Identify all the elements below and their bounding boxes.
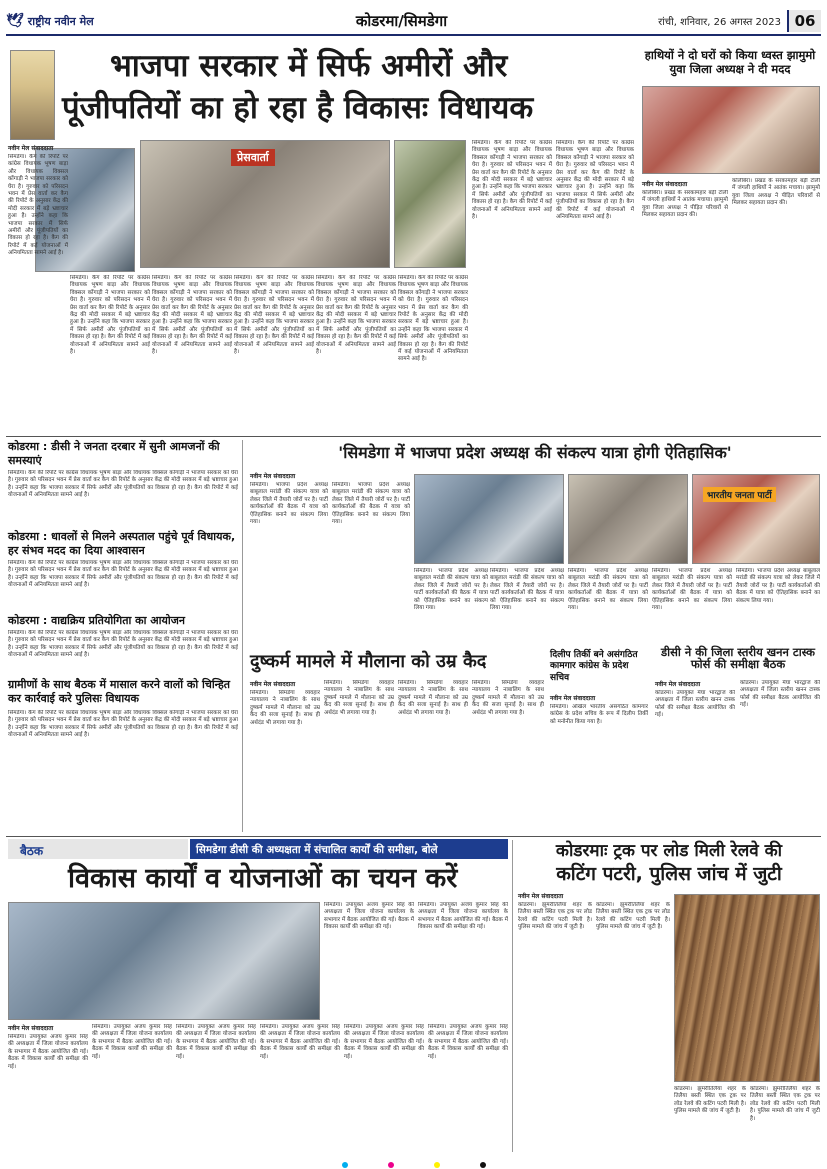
maulana-body-col4: सिमडेगा। सिमडेगा व्यवहार न्यायालय ने नाबालिग के साथ दुष्कर्म मामले में मौलाना को उम्र कैद की सजा सुनाई है। साथ ही अर्थदंड भी लगाया गया है।	[472, 680, 544, 716]
lead-decor-photo	[10, 50, 55, 140]
lead-body-col1: सिमडेगा। कैग की रिपोर्ट पर कांग्रेस विधायक भूषण बाड़ा और विधायक विक्सल कोंगाड़ी ने भाजपा सरकार को घेरा है। गुरुवार को परिसदन भवन में प्रेस वार्ता कर कैग की रिपोर्ट के अनुसार केंद्र की मोदी सरकार में बड़े भ्रष्टाचार हुआ है। उन्होंने कहा कि भाजपा सरकार में सिर्फ अमीरों और पूंजीपतियों का विकास हो रहा है। कैग की रिपोर्ट में कई योजनाओं में अनियमितता सामने आई है।	[8, 154, 68, 257]
lead-body-col3: सिमडेगा। कैग की रिपोर्ट पर कांग्रेस विधायक भूषण बाड़ा और विधायक विक्सल कोंगाड़ी ने भाजपा सरकार को घेरा है। गुरुवार को परिसदन भवन में प्रेस वार्ता कर कैग की रिपोर्ट के अनुसार केंद्र की मोदी सरकार में बड़े भ्रष्टाचार हुआ है। उन्होंने कहा कि भाजपा सरकार में सिर्फ अमीरों और पूंजीपतियों का विकास हो रहा है। कैग की रिपोर्ट में कई योजनाओं में अनियमितता सामने आई है।	[152, 275, 232, 356]
baithak-body-col3: सिमडेगा। उपायुक्त अजय कुमार सिंह की अध्यक्षता में जिला योजना कार्यालय के सभागार में बैठक आयोजित की गई। बैठक में विकास कार्यों की समीक्षा की गई।	[176, 1024, 256, 1060]
truck-body-col2: कोडरमा। झुमरीतिलैया शहर के तिलैया बस्ती स्थित एक ट्रक पर लोड रेलवे की कटिंग पटरी मिली है। पुलिस मामले की जांच में जुटी है।	[596, 902, 670, 931]
sankalp-photo-crowd	[568, 474, 688, 564]
brief-headline-2: कोडरमा : धावलों से मिलने अस्पताल पहुंचे पूर्व विधायक, हर संभव मदद का दिया आश्वासन	[8, 530, 236, 557]
sankalp-body-col1: सिमडेगा। भाजपा प्रदेश अध्यक्ष बाबूलाल मरांडी की संकल्प यात्रा को लेकर जिले में तैयारी जोरों पर है। पार्टी कार्यकर्ताओं की बैठक में यात्रा को ऐतिहासिक बनाने का संकल्प लिया गया।	[250, 482, 328, 526]
side-story-headline: हाथियों ने दो घरों को किया ध्वस्त झामुमो युवा जिला अध्यक्ष ने दी मदद	[644, 48, 816, 77]
sankalp-body-col7: सिमडेगा। भाजपा प्रदेश अध्यक्ष बाबूलाल मरांडी की संकल्प यात्रा को लेकर जिले में तैयारी जोरों पर है। पार्टी कार्यकर्ताओं की बैठक में यात्रा को ऐतिहासिक बनाने का संकल्प लिया गया।	[736, 568, 820, 604]
yellow-mark-icon	[434, 1162, 440, 1168]
divider	[6, 436, 821, 437]
paper-logo	[6, 13, 206, 29]
sankalp-photo-meeting	[414, 474, 564, 564]
masthead	[6, 8, 821, 36]
truck-headline-line2: कटिंग पटरी, पुलिस जांच में जुटी	[556, 863, 782, 885]
lead-body-col2: सिमडेगा। कैग की रिपोर्ट पर कांग्रेस विधायक भूषण बाड़ा और विधायक विक्सल कोंगाड़ी ने भाजपा सरकार को घेरा है। गुरुवार को परिसदन भवन में प्रेस वार्ता कर कैग की रिपोर्ट के अनुसार केंद्र की मोदी सरकार में बड़े भ्रष्टाचार हुआ है। उन्होंने कहा कि भाजपा सरकार में सिर्फ अमीरों और पूंजीपतियों का विकास हो रहा है। कैग की रिपोर्ट में कई योजनाओं में अनियमितता सामने आई है।	[70, 275, 150, 356]
dilip-headline: दिलीप तिर्की बने असंगठित कामगार कांग्रेस के प्रदेश सचिव	[550, 650, 638, 683]
baithak-body-col6: सिमडेगा। उपायुक्त अजय कुमार सिंह की अध्यक्षता में जिला योजना कार्यालय के सभागार में बैठक आयोजित की गई। बैठक में विकास कार्यों की समीक्षा की गई।	[428, 1024, 508, 1060]
task-force-byline: नवीन मेल संवाददाता	[655, 681, 701, 688]
sankalp-headline: 'सिमडेगा में भाजपा प्रदेश अध्यक्ष की संकल्प यात्रा होगी ऐतिहासिक'	[338, 443, 732, 462]
truck-body-col3: कोडरमा। झुमरीतिलैया शहर के तिलैया बस्ती स्थित एक ट्रक पर लोड रेलवे की कटिंग पटरी मिली है। पुलिस मामले की जांच में जुटी है।	[674, 1086, 746, 1115]
magenta-mark-icon	[388, 1162, 394, 1168]
divider	[6, 836, 821, 837]
brief-body-4: सिमडेगा। कैग की रिपोर्ट पर कांग्रेस विधायक भूषण बाड़ा और विधायक विक्सल कोंगाड़ी ने भाजपा सरकार को घेरा है। गुरुवार को परिसदन भवन में प्रेस वार्ता कर कैग की रिपोर्ट के अनुसार केंद्र की मोदी सरकार में बड़े भ्रष्टाचार हुआ है। उन्होंने कहा कि भाजपा सरकार में सिर्फ अमीरों और पूंजीपतियों का विकास हो रहा है। कैग की रिपोर्ट में कई योजनाओं में अनियमितता सामने आई है।	[8, 710, 238, 739]
sankalp-body-col3: सिमडेगा। भाजपा प्रदेश अध्यक्ष बाबूलाल मरांडी की संकल्प यात्रा को लेकर जिले में तैयारी जोरों पर है। पार्टी कार्यकर्ताओं की बैठक में यात्रा को ऐतिहासिक बनाने का संकल्प लिया गया।	[414, 568, 488, 612]
side-story-byline: नवीन मेल संवाददाता	[642, 181, 688, 188]
lead-photo-right	[394, 140, 466, 268]
baithak-body-col1: सिमडेगा। उपायुक्त अजय कुमार सिंह की अध्यक्षता में जिला योजना कार्यालय के सभागार में बैठक आयोजित की गई। बैठक में विकास कार्यों की समीक्षा की गई।	[8, 1034, 88, 1070]
baithak-banner: सिमडेगा डीसी की अध्यक्षता में संचालित कार्यों की समीक्षा, बोले	[190, 839, 508, 859]
sankalp-body-col6: सिमडेगा। भाजपा प्रदेश अध्यक्ष बाबूलाल मरांडी की संकल्प यात्रा को लेकर जिले में तैयारी जोरों पर है। पार्टी कार्यकर्ताओं की बैठक में यात्रा को ऐतिहासिक बनाने का संकल्प लिया गया।	[652, 568, 732, 612]
lead-headline-line1: भाजपा सरकार में सिर्फ अमीरों और	[110, 48, 508, 84]
brief-body-3: सिमडेगा। कैग की रिपोर्ट पर कांग्रेस विधायक भूषण बाड़ा और विधायक विक्सल कोंगाड़ी ने भाजपा सरकार को घेरा है। गुरुवार को परिसदन भवन में प्रेस वार्ता कर कैग की रिपोर्ट के अनुसार केंद्र की मोदी सरकार में बड़े भ्रष्टाचार हुआ है। उन्होंने कहा कि भाजपा सरकार में सिर्फ अमीरों और पूंजीपतियों का विकास हो रहा है। कैग की रिपोर्ट में कई योजनाओं में अनियमितता सामने आई है।	[8, 630, 238, 659]
baithak-body-col2: सिमडेगा। उपायुक्त अजय कुमार सिंह की अध्यक्षता में जिला योजना कार्यालय के सभागार में बैठक आयोजित की गई। बैठक में विकास कार्यों की समीक्षा की गई।	[92, 1024, 172, 1060]
baithak-body-col4: सिमडेगा। उपायुक्त अजय कुमार सिंह की अध्यक्षता में जिला योजना कार्यालय के सभागार में बैठक आयोजित की गई। बैठक में विकास कार्यों की समीक्षा की गई।	[260, 1024, 340, 1060]
brief-headline-4: ग्रामीणों के साथ बैठक में मासाल करने वालों को चिन्हित कर कार्रवाई करे पुलिसः विधायक	[8, 678, 231, 705]
black-mark-icon	[480, 1162, 486, 1168]
lead-headline-line2: पूंजीपतियों का हो रहा है विकासः विधायक	[62, 90, 534, 126]
sankalp-byline: नवीन मेल संवाददाता	[250, 473, 296, 480]
task-force-body-col1: कोडरमा। उपायुक्त मेघा भारद्वाज की अध्यक्षता में जिला स्तरीय खनन टास्क फोर्स की समीक्षा बैठक आयोजित की गई।	[655, 690, 735, 719]
maulana-body-col1: सिमडेगा। सिमडेगा व्यवहार न्यायालय ने नाबालिग के साथ दुष्कर्म मामले में मौलाना को उम्र कैद की सजा सुनाई है। साथ ही अर्थदंड भी लगाया गया है।	[250, 690, 320, 726]
lead-photo-press	[140, 140, 390, 268]
registration-marks	[0, 1161, 827, 1169]
baithak-byline: नवीन मेल संवाददाता	[8, 1025, 54, 1032]
lead-body-col6: सिमडेगा। कैग की रिपोर्ट पर कांग्रेस विधायक भूषण बाड़ा और विधायक विक्सल कोंगाड़ी ने भाजपा सरकार को घेरा है। गुरुवार को परिसदन भवन में प्रेस वार्ता कर कैग की रिपोर्ट के अनुसार केंद्र की मोदी सरकार में बड़े भ्रष्टाचार हुआ है। उन्होंने कहा कि भाजपा सरकार में सिर्फ अमीरों और पूंजीपतियों का विकास हो रहा है। कैग की रिपोर्ट में कई योजनाओं में अनियमितता सामने आई है।	[398, 275, 468, 363]
dilip-body: सिमडेगा। अखिल भारतीय असंगठित कामगार कांग्रेस के प्रदेश सचिव के रूप में दिलीप तिर्की को मनोनीत किया गया है।	[550, 704, 648, 725]
baithak-body-col00: सिमडेगा। उपायुक्त अजय कुमार सिंह की अध्यक्षता में जिला योजना कार्यालय के सभागार में बैठक आयोजित की गई। बैठक में विकास कार्यों की समीक्षा की गई।	[418, 902, 508, 931]
brief-headline-1: कोडरमा : डीसी ने जनता दरबार में सुनी आमजनों की समस्याएं	[8, 440, 220, 467]
paper-name: राष्ट्रीय नवीन मेल	[27, 14, 94, 28]
sankalp-body-col2: सिमडेगा। भाजपा प्रदेश अध्यक्ष बाबूलाल मरांडी की संकल्प यात्रा को लेकर जिले में तैयारी जोरों पर है। पार्टी कार्यकर्ताओं की बैठक में यात्रा को ऐतिहासिक बनाने का संकल्प लिया गया।	[332, 482, 410, 526]
maulana-headline: दुष्कर्म मामले में मौलाना को उम्र कैद	[250, 651, 487, 672]
baithak-headline: विकास कार्यों व योजनाओं का चयन करें	[68, 863, 458, 894]
side-story-body-col1: कोलेबिरा। प्रखंड के सरकामहार बड़ी टोली में जंगली हाथियों ने आतंक मचाया। झामुमो युवा जिला अध्यक्ष ने पीड़ित परिवारों से मिलकर सहायता प्रदान की।	[642, 190, 728, 219]
maulana-body-col3: सिमडेगा। सिमडेगा व्यवहार न्यायालय ने नाबालिग के साथ दुष्कर्म मामले में मौलाना को उम्र कैद की सजा सुनाई है। साथ ही अर्थदंड भी लगाया गया है।	[398, 680, 468, 716]
lead-body-col8: सिमडेगा। कैग की रिपोर्ट पर कांग्रेस विधायक भूषण बाड़ा और विधायक विक्सल कोंगाड़ी ने भाजपा सरकार को घेरा है। गुरुवार को परिसदन भवन में प्रेस वार्ता कर कैग की रिपोर्ट के अनुसार केंद्र की मोदी सरकार में बड़े भ्रष्टाचार हुआ है। उन्होंने कहा कि भाजपा सरकार में सिर्फ अमीरों और पूंजीपतियों का विकास हो रहा है। कैग की रिपोर्ट में कई योजनाओं में अनियमितता सामने आई है।	[556, 140, 634, 221]
cyan-mark-icon	[342, 1162, 348, 1168]
side-story-photo	[642, 86, 820, 174]
press-banner: प्रेसवार्ता	[231, 149, 275, 166]
maulana-byline: नवीन मेल संवाददाता	[250, 681, 296, 688]
side-story-body-col2: कोलेबिरा। प्रखंड के सरकामहार बड़ी टोली में जंगली हाथियों ने आतंक मचाया। झामुमो युवा जिला अध्यक्ष ने पीड़ित परिवारों से मिलकर सहायता प्रदान की।	[732, 178, 820, 207]
brief-body-1: सिमडेगा। कैग की रिपोर्ट पर कांग्रेस विधायक भूषण बाड़ा और विधायक विक्सल कोंगाड़ी ने भाजपा सरकार को घेरा है। गुरुवार को परिसदन भवन में प्रेस वार्ता कर कैग की रिपोर्ट के अनुसार केंद्र की मोदी सरकार में बड़े भ्रष्टाचार हुआ है। उन्होंने कहा कि भाजपा सरकार में सिर्फ अमीरों और पूंजीपतियों का विकास हो रहा है। कैग की रिपोर्ट में कई योजनाओं में अनियमितता सामने आई है।	[8, 470, 238, 499]
task-force-body-col2: कोडरमा। उपायुक्त मेघा भारद्वाज की अध्यक्षता में जिला स्तरीय खनन टास्क फोर्स की समीक्षा बैठक आयोजित की गई।	[740, 680, 820, 709]
bjp-banner: भारतीय जनता पार्टी	[703, 487, 776, 502]
task-force-headline: डीसी ने की जिला स्तरीय खनन टास्क फोर्स की समीक्षा बैठक	[660, 645, 816, 672]
bird-logo-icon: 🕊	[6, 13, 24, 29]
truck-body-col4: कोडरमा। झुमरीतिलैया शहर के तिलैया बस्ती स्थित एक ट्रक पर लोड रेलवे की कटिंग पटरी मिली है। पुलिस मामले की जांच में जुटी है।	[750, 1086, 820, 1122]
maulana-body-col2: सिमडेगा। सिमडेगा व्यवहार न्यायालय ने नाबालिग के साथ दुष्कर्म मामले में मौलाना को उम्र कैद की सजा सुनाई है। साथ ही अर्थदंड भी लगाया गया है।	[324, 680, 394, 716]
sankalp-body-col4: सिमडेगा। भाजपा प्रदेश अध्यक्ष बाबूलाल मरांडी की संकल्प यात्रा को लेकर जिले में तैयारी जोरों पर है। पार्टी कार्यकर्ताओं की बैठक में यात्रा को ऐतिहासिक बनाने का संकल्प लिया गया।	[490, 568, 564, 612]
baithak-body-col5: सिमडेगा। उपायुक्त अजय कुमार सिंह की अध्यक्षता में जिला योजना कार्यालय के सभागार में बैठक आयोजित की गई। बैठक में विकास कार्यों की समीक्षा की गई।	[344, 1024, 424, 1060]
truck-byline: नवीन मेल संवाददाता	[518, 893, 564, 900]
truck-headline-line1: कोडरमाः ट्रक पर लोड मिली रेलवे की	[555, 841, 783, 861]
lead-body-col7: सिमडेगा। कैग की रिपोर्ट पर कांग्रेस विधायक भूषण बाड़ा और विधायक विक्सल कोंगाड़ी ने भाजपा सरकार को घेरा है। गुरुवार को परिसदन भवन में प्रेस वार्ता कर कैग की रिपोर्ट के अनुसार केंद्र की मोदी सरकार में बड़े भ्रष्टाचार हुआ है। उन्होंने कहा कि भाजपा सरकार में सिर्फ अमीरों और पूंजीपतियों का विकास हो रहा है। कैग की रिपोर्ट में कई योजनाओं में अनियमितता सामने आई है।	[472, 140, 552, 221]
dilip-byline: नवीन मेल संवाददाता	[550, 695, 596, 702]
baithak-photo	[8, 902, 320, 1020]
column-divider	[242, 440, 243, 832]
lead-body-col5: सिमडेगा। कैग की रिपोर्ट पर कांग्रेस विधायक भूषण बाड़ा और विधायक विक्सल कोंगाड़ी ने भाजपा सरकार को घेरा है। गुरुवार को परिसदन भवन में प्रेस वार्ता कर कैग की रिपोर्ट के अनुसार केंद्र की मोदी सरकार में बड़े भ्रष्टाचार हुआ है। उन्होंने कहा कि भाजपा सरकार में सिर्फ अमीरों और पूंजीपतियों का विकास हो रहा है। कैग की रिपोर्ट में कई योजनाओं में अनियमितता सामने आई है।	[316, 275, 396, 356]
sankalp-body-col5: सिमडेगा। भाजपा प्रदेश अध्यक्ष बाबूलाल मरांडी की संकल्प यात्रा को लेकर जिले में तैयारी जोरों पर है। पार्टी कार्यकर्ताओं की बैठक में यात्रा को ऐतिहासिक बनाने का संकल्प लिया गया।	[568, 568, 648, 612]
brief-headline-3: कोडरमा : वाद्यक्रिय प्रतियोगिता का आयोजन	[8, 614, 186, 627]
baithak-tag: बैठक	[8, 839, 188, 859]
issue-date: रांची, शनिवार, 26 अगस्त 2023	[658, 17, 781, 28]
truck-body-col1: कोडरमा। झुमरीतिलैया शहर के तिलैया बस्ती स्थित एक ट्रक पर लोड रेलवे की कटिंग पटरी मिली है। पुलिस मामले की जांच में जुटी है।	[518, 902, 592, 931]
lead-body-col4: सिमडेगा। कैग की रिपोर्ट पर कांग्रेस विधायक भूषण बाड़ा और विधायक विक्सल कोंगाड़ी ने भाजपा सरकार को घेरा है। गुरुवार को परिसदन भवन में प्रेस वार्ता कर कैग की रिपोर्ट के अनुसार केंद्र की मोदी सरकार में बड़े भ्रष्टाचार हुआ है। उन्होंने कहा कि भाजपा सरकार में सिर्फ अमीरों और पूंजीपतियों का विकास हो रहा है। कैग की रिपोर्ट में कई योजनाओं में अनियमितता सामने आई है।	[234, 275, 314, 356]
truck-photo	[674, 894, 820, 1082]
sankalp-photo-bjp	[692, 474, 820, 564]
page-number: 06	[787, 10, 821, 32]
lead-byline: नवीन मेल संवाददाता	[8, 145, 54, 152]
section-title: कोडरमा/सिमडेगा	[355, 12, 448, 30]
baithak-body-col0: सिमडेगा। उपायुक्त अजय कुमार सिंह की अध्यक्षता में जिला योजना कार्यालय के सभागार में बैठक आयोजित की गई। बैठक में विकास कार्यों की समीक्षा की गई।	[324, 902, 414, 931]
brief-body-2: सिमडेगा। कैग की रिपोर्ट पर कांग्रेस विधायक भूषण बाड़ा और विधायक विक्सल कोंगाड़ी ने भाजपा सरकार को घेरा है। गुरुवार को परिसदन भवन में प्रेस वार्ता कर कैग की रिपोर्ट के अनुसार केंद्र की मोदी सरकार में बड़े भ्रष्टाचार हुआ है। उन्होंने कहा कि भाजपा सरकार में सिर्फ अमीरों और पूंजीपतियों का विकास हो रहा है। कैग की रिपोर्ट में कई योजनाओं में अनियमितता सामने आई है।	[8, 560, 238, 589]
column-divider	[512, 840, 513, 1152]
